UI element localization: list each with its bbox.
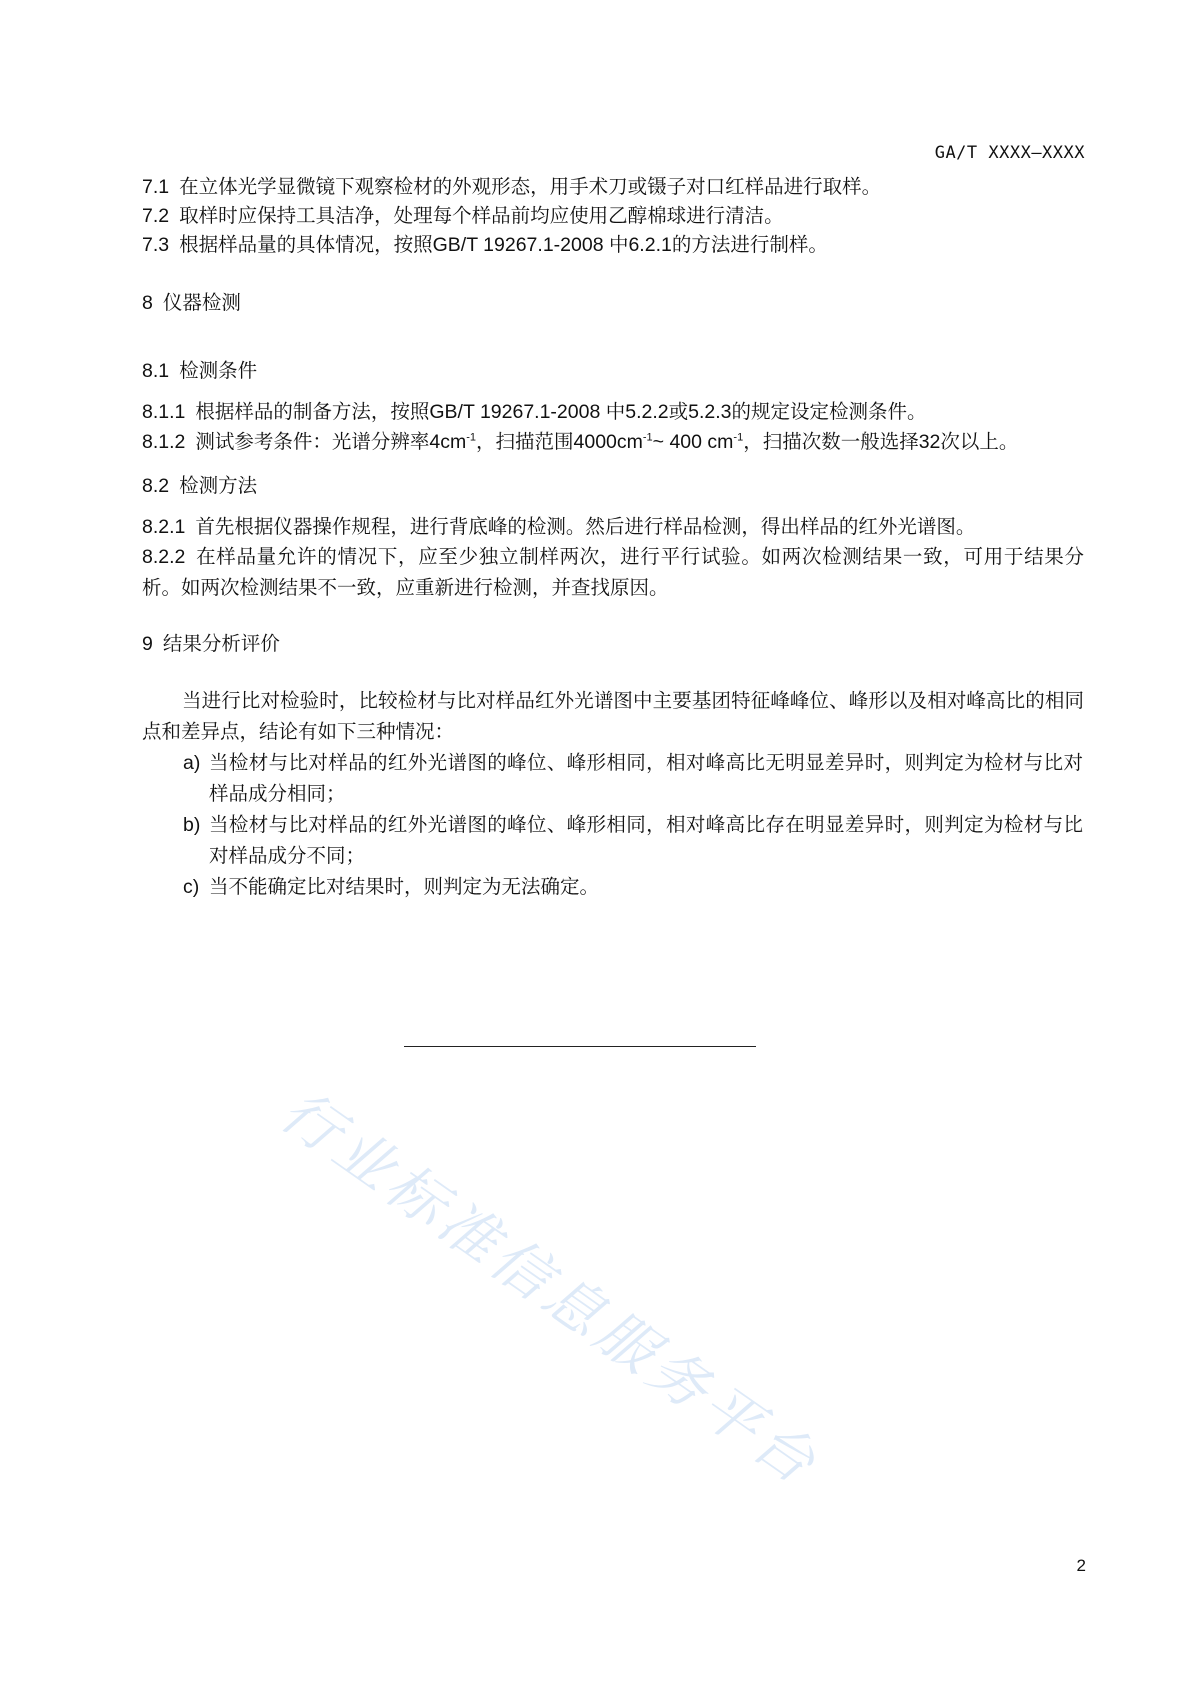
clause-text-part: ，扫描范围4000cm [476, 431, 643, 453]
clause-text-part: ，扫描次数一般选择32次以上。 [743, 431, 1019, 453]
clause-text: 根据样品量的具体情况，按照GB/T 19267.1-2008 中6.2.1的方法进行制样。 [179, 234, 828, 256]
clause-8-2-2 [142, 542, 1084, 604]
list-item-c [183, 872, 1083, 903]
clause-number: 8.1.2 [142, 431, 186, 453]
page-number: 2 [1076, 1556, 1086, 1575]
clause-8-2-1 [142, 512, 1084, 542]
list-item-a [183, 748, 1083, 810]
clause-text: 取样时应保持工具洁净，处理每个样品前均应使用乙醇棉球进行清洁。 [179, 205, 784, 227]
section-8-2-heading [142, 471, 1084, 501]
clause-text: 首先根据仪器操作规程，进行背底峰的检测。然后进行样品检测，得出样品的红外光谱图。 [195, 516, 976, 538]
clause-number: 8.2.2 [142, 546, 186, 568]
section-number: 8.2 [142, 475, 170, 497]
section-number: 9 [142, 633, 153, 655]
clause-text-part: ~ 400 cm [652, 431, 734, 453]
superscript: -1 [642, 431, 653, 444]
clause-8-1-1 [142, 397, 1084, 427]
clause-8-1-2 [142, 427, 1084, 457]
superscript: -1 [733, 431, 744, 444]
clause-text: 在立体光学显微镜下观察检材的外观形态，用手术刀或镊子对口红样品进行取样。 [179, 176, 882, 198]
clause-text: 根据样品的制备方法，按照GB/T 19267.1-2008 中5.2.2或5.2.3的规定设定检测条件。 [195, 401, 927, 423]
clause-number: 7.1 [142, 176, 170, 198]
list-text: 当不能确定比对结果时，则判定为无法确定。 [209, 876, 600, 898]
clause-number: 8.1.1 [142, 401, 186, 423]
clause-7-1 [142, 172, 1084, 202]
clause-7-2 [142, 201, 1084, 231]
list-item-b [183, 810, 1083, 872]
section-title: 仪器检测 [162, 292, 241, 314]
list-marker: a) [183, 752, 201, 774]
clause-number: 8.2.1 [142, 516, 186, 538]
clause-number: 7.2 [142, 205, 170, 227]
section-9-intro: 当进行比对检验时，比较检材与比对样品红外光谱图中主要基团特征峰峰位、峰形以及相对峰高比的相同点和差异点，结论有如下三种情况： [142, 690, 1084, 743]
list-marker: b) [183, 814, 201, 836]
section-8-heading [142, 288, 1084, 318]
clause-text-part: 测试参考条件：光谱分辨率4cm [195, 431, 467, 453]
watermark: 行业标准信息服务平台 [268, 1076, 832, 1500]
section-number: 8 [142, 292, 153, 314]
section-title: 结果分析评价 [162, 633, 280, 655]
document-code: GA/T XXXX—XXXX [934, 143, 1085, 163]
section-9-heading [142, 629, 1084, 659]
clause-text: 在样品量允许的情况下，应至少独立制样两次，进行平行试验。如两次检测结果一致，可用于结果分析。如两次检测结果不一致，应重新进行检测，并查找原因。 [142, 546, 1084, 599]
clause-number: 7.3 [142, 234, 170, 256]
clause-7-3 [142, 230, 1084, 260]
section-8-1-heading [142, 356, 1084, 386]
list-marker: c) [183, 876, 200, 898]
section-number: 8.1 [142, 360, 170, 382]
list-text: 当检材与比对样品的红外光谱图的峰位、峰形相同，相对峰高比存在明显差异时，则判定为检材与比对样品成分不同； [209, 814, 1083, 867]
section-title: 检测条件 [179, 360, 258, 382]
superscript: -1 [466, 431, 476, 444]
section-title: 检测方法 [179, 475, 258, 497]
end-of-document-rule [404, 1046, 756, 1047]
list-text: 当检材与比对样品的红外光谱图的峰位、峰形相同，相对峰高比无明显差异时，则判定为检材与比对样品成分相同； [209, 752, 1083, 805]
